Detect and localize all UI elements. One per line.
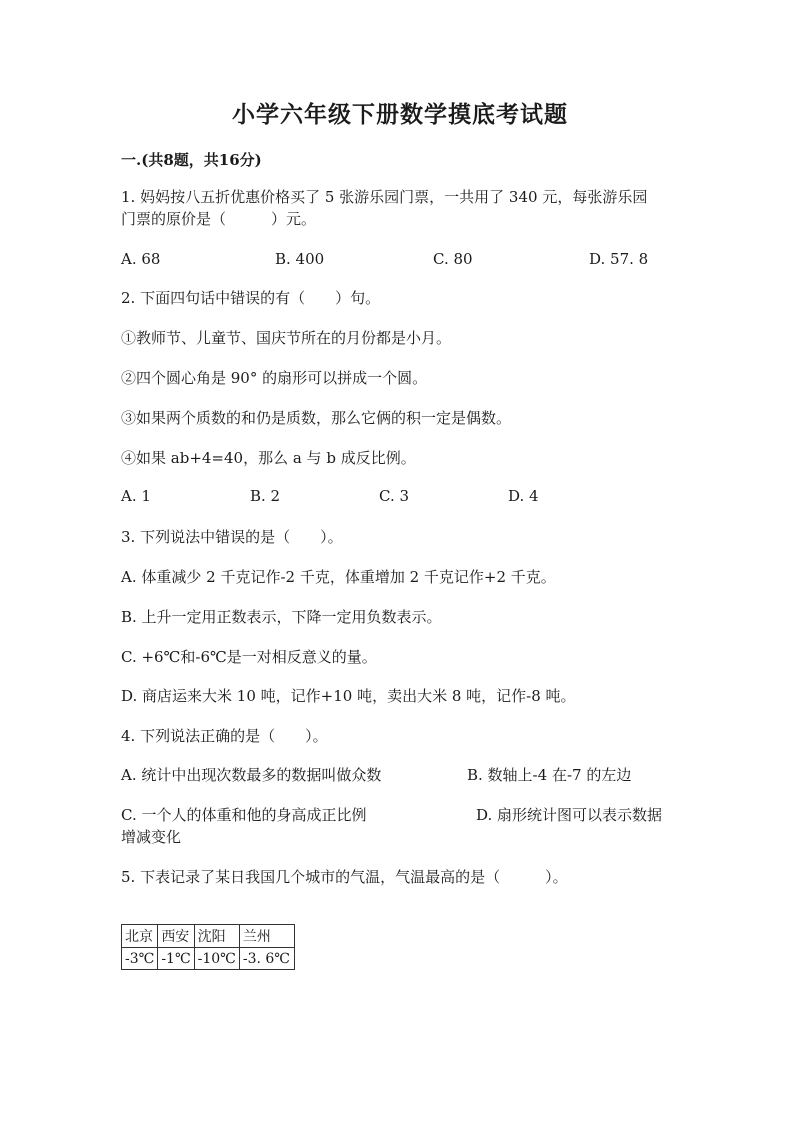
q4-option-d: D. 扇形统计图可以表示数据: [476, 806, 663, 824]
temperature-table: [121, 924, 295, 970]
q2-option-d: D. 4: [508, 487, 539, 505]
table-cell: 兰州: [239, 925, 294, 948]
q3-option-c: C. +6℃和-6℃是一对相反意义的量。: [121, 648, 377, 666]
table-cell: -3. 6℃: [239, 948, 294, 970]
q2-option-c: C. 3: [379, 487, 410, 505]
q2-statement-4: ④如果 ab+4=40，那么 a 与 b 成反比例。: [121, 449, 416, 467]
q4-option-a: A. 统计中出现次数最多的数据叫做众数: [121, 766, 382, 784]
q1-stem-line1: 1. 妈妈按八五折优惠价格买了 5 张游乐园门票，一共用了 340 元，每张游乐园: [121, 188, 648, 206]
q2-statement-1: ①教师节、儿童节、国庆节所在的月份都是小月。: [121, 329, 452, 347]
table-cell: 西安: [158, 925, 194, 948]
q1-option-d: D. 57. 8: [589, 250, 649, 268]
table-cell: -1℃: [158, 948, 194, 970]
q1-option-a: A. 68: [121, 250, 161, 268]
table-row: [122, 925, 295, 948]
table-cell: -10℃: [194, 948, 239, 970]
table-cell: -3℃: [122, 948, 158, 970]
page-title: 小学六年级下册数学摸底考试题: [232, 101, 568, 128]
q2-option-a: A. 1: [121, 487, 151, 505]
q1-option-b: B. 400: [275, 250, 325, 268]
q2-statement-3: ③如果两个质数的和仍是质数，那么它俩的积一定是偶数。: [121, 409, 512, 427]
section-heading: 一.(共8题，共16分): [121, 151, 262, 169]
table-cell: 沈阳: [194, 925, 239, 948]
q4-option-d-continued: 增减变化: [121, 828, 182, 846]
q3-stem: 3. 下列说法中错误的是（ ）。: [121, 528, 343, 546]
q3-option-d: D. 商店运来大米 10 吨，记作+10 吨，卖出大米 8 吨，记作-8 吨。: [121, 687, 576, 705]
table-row: [122, 948, 295, 970]
q4-stem: 4. 下列说法正确的是（ ）。: [121, 727, 328, 745]
q1-option-c: C. 80: [433, 250, 473, 268]
q2-statement-2: ②四个圆心角是 90° 的扇形可以拼成一个圆。: [121, 369, 428, 387]
q4-option-c: C. 一个人的体重和他的身高成正比例: [121, 806, 367, 824]
q2-option-b: B. 2: [250, 487, 281, 505]
q1-stem-line2: 门票的原价是（ ）元。: [121, 210, 317, 228]
q3-option-b: B. 上升一定用正数表示，下降一定用负数表示。: [121, 608, 442, 626]
q2-stem: 2. 下面四句话中错误的有（ ）句。: [121, 289, 381, 307]
table-cell: 北京: [122, 925, 158, 948]
q3-option-a: A. 体重减少 2 千克记作-2 千克，体重增加 2 千克记作+2 千克。: [121, 568, 556, 586]
q4-option-b: B. 数轴上-4 在-7 的左边: [467, 766, 632, 784]
q5-stem: 5. 下表记录了某日我国几个城市的气温，气温最高的是（ ）。: [121, 868, 568, 886]
